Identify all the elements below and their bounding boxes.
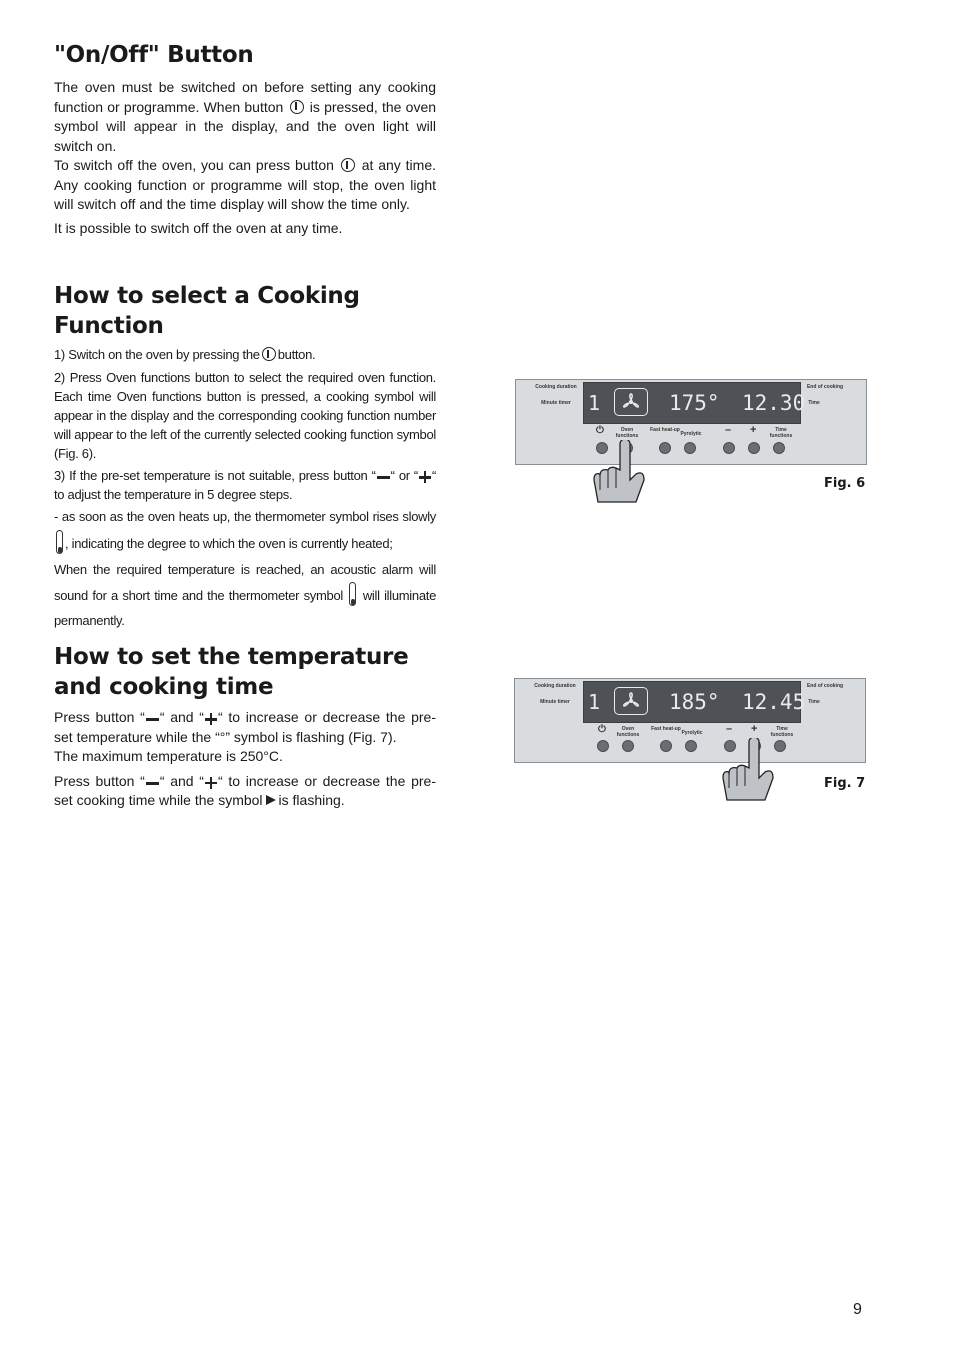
plus-button[interactable] xyxy=(748,442,760,454)
play-triangle-icon xyxy=(266,795,276,805)
label-pyrolytic: Pyrolytic xyxy=(681,730,703,736)
text: When the required temperature is reached, an acoustic alarm will sound for a short time and the thermometer symbol xyxy=(54,562,436,603)
label-oven-functions: Oven functions xyxy=(616,726,640,738)
heat-note xyxy=(54,504,436,557)
heading-on-off: "On/Off" Button xyxy=(54,42,254,68)
plus-icon xyxy=(205,777,217,789)
heading-cooking-function: How to select a Cooking Function xyxy=(54,283,360,339)
plus-icon xyxy=(205,713,217,725)
text: To switch off the oven, you can press button xyxy=(54,157,334,173)
label-cooking-duration: Cooking duration xyxy=(534,683,576,689)
label-time: Time xyxy=(808,400,820,406)
figure-6-label: Fig. 6 xyxy=(824,476,866,491)
minus-icon xyxy=(146,782,159,785)
clock-readout: 12.30 xyxy=(742,391,806,415)
plus-label: + xyxy=(751,723,758,735)
control-panel-fig7 xyxy=(514,678,866,763)
text: is flashing. xyxy=(278,792,345,808)
text: Press button “ xyxy=(54,772,145,789)
temp-paragraph xyxy=(54,708,436,747)
power-icon xyxy=(341,158,355,172)
text: “ to increase or decrease the pre-set cooking time while the symbol xyxy=(54,772,436,808)
label-oven-functions: Oven functions xyxy=(615,427,639,439)
reach-note xyxy=(54,557,436,633)
label-end-of-cooking: End of cooking xyxy=(806,683,844,689)
power-icon: ⏻ xyxy=(596,425,604,436)
plus-label: + xyxy=(750,424,757,436)
time-paragraph xyxy=(54,772,436,811)
text: “ and “ xyxy=(159,709,204,725)
fan-icon xyxy=(614,388,648,416)
temperature-readout: 185° xyxy=(669,690,720,714)
function-number: 1 xyxy=(588,690,601,714)
paragraph-on-off-2 xyxy=(54,156,436,215)
pyrolytic-button[interactable] xyxy=(684,442,696,454)
control-panel-fig6 xyxy=(515,379,867,465)
text: 3) If the pre-set temperature is not suitable, press button “ xyxy=(54,468,376,483)
label-pyrolytic: Pyrolytic xyxy=(680,431,702,437)
minus-icon xyxy=(377,476,390,479)
paragraph-on-off-1 xyxy=(54,78,436,156)
fast-heat-up-button[interactable] xyxy=(660,740,672,752)
display-fig6 xyxy=(583,382,806,424)
text: - as soon as the oven heats up, the thermometer symbol rises slowly xyxy=(54,509,436,524)
label-time-functions: Time functions xyxy=(769,427,793,439)
display-fig7 xyxy=(583,681,806,723)
paragraph-on-off-3: It is possible to switch off the oven at any time. xyxy=(54,219,343,236)
step-1 xyxy=(54,345,436,364)
label-fast-heat-up: Fast heat-up xyxy=(651,726,681,732)
label-fast-heat-up: Fast heat-up xyxy=(650,427,680,433)
text: is pressed, the oven symbol will appear in the display, and the oven light will switch on. xyxy=(54,98,437,154)
section-on-off xyxy=(54,42,436,238)
max-temp: The maximum temperature is 250°C. xyxy=(54,748,283,764)
oven-functions-button[interactable] xyxy=(622,740,634,752)
text: , indicating the degree to which the oven is currently heated; xyxy=(65,536,393,551)
page-number: 9 xyxy=(853,1301,862,1318)
temperature-readout: 175° xyxy=(669,391,720,415)
thermometer-icon xyxy=(349,582,356,606)
power-icon xyxy=(262,347,276,361)
label-end-of-cooking: End of cooking xyxy=(806,384,844,390)
pyrolytic-button[interactable] xyxy=(685,740,697,752)
text: will illuminate permanently. xyxy=(54,588,436,628)
minus-label: – xyxy=(725,424,732,436)
text: at any time. Any cooking function or programme will stop, the oven light will switch off and the time display will show the time only. xyxy=(54,157,437,212)
step-3 xyxy=(54,466,436,504)
label-time-functions: Time functions xyxy=(770,726,794,738)
text: “ and “ xyxy=(159,772,204,789)
text: “ or “ xyxy=(390,468,418,483)
hand-icon xyxy=(590,440,650,508)
text: button. xyxy=(277,347,316,362)
label-cooking-duration: Cooking duration xyxy=(535,384,577,390)
plus-icon xyxy=(419,471,431,483)
minus-label: – xyxy=(726,723,733,735)
text: “ to increase or decrease the pre-set temperature while the “°” symbol is flashing (Fig. 7). xyxy=(54,709,436,745)
figure-7-label: Fig. 7 xyxy=(824,776,866,791)
step-2: 2) Press Oven functions button to select the required oven function. Each time Oven functions button is pressed, a cooking symbol will appear in the display and the corresponding cooking function number will appear to the left of the currently selected cooking function symbol (Fig. 6). xyxy=(54,370,436,461)
power-icon xyxy=(290,100,304,114)
fast-heat-up-button[interactable] xyxy=(659,442,671,454)
fan-icon xyxy=(614,687,648,715)
minus-button[interactable] xyxy=(723,442,735,454)
function-number: 1 xyxy=(588,391,601,415)
hand-icon xyxy=(719,738,779,806)
label-time: Time xyxy=(808,699,820,705)
thermometer-icon xyxy=(56,530,63,554)
text: The oven must be switched on before setting any cooking function or programme. When button xyxy=(54,79,436,115)
heading-temperature-time: How to set the temperature and cooking time xyxy=(54,644,409,700)
text: 1) Switch on the oven by pressing the xyxy=(54,347,260,362)
text: Press button “ xyxy=(54,709,145,725)
clock-readout: 12.45 xyxy=(742,690,806,714)
section-cooking-function xyxy=(54,281,436,633)
power-icon: ⏻ xyxy=(598,724,606,735)
time-functions-button[interactable] xyxy=(773,442,785,454)
label-minute-timer: Minute timer xyxy=(540,699,570,705)
text: “ to adjust the temperature in 5 degree steps. xyxy=(54,468,436,502)
minus-icon xyxy=(146,718,159,721)
label-minute-timer: Minute timer xyxy=(541,400,571,406)
section-temperature-time xyxy=(54,642,436,811)
on-off-button[interactable] xyxy=(597,740,609,752)
